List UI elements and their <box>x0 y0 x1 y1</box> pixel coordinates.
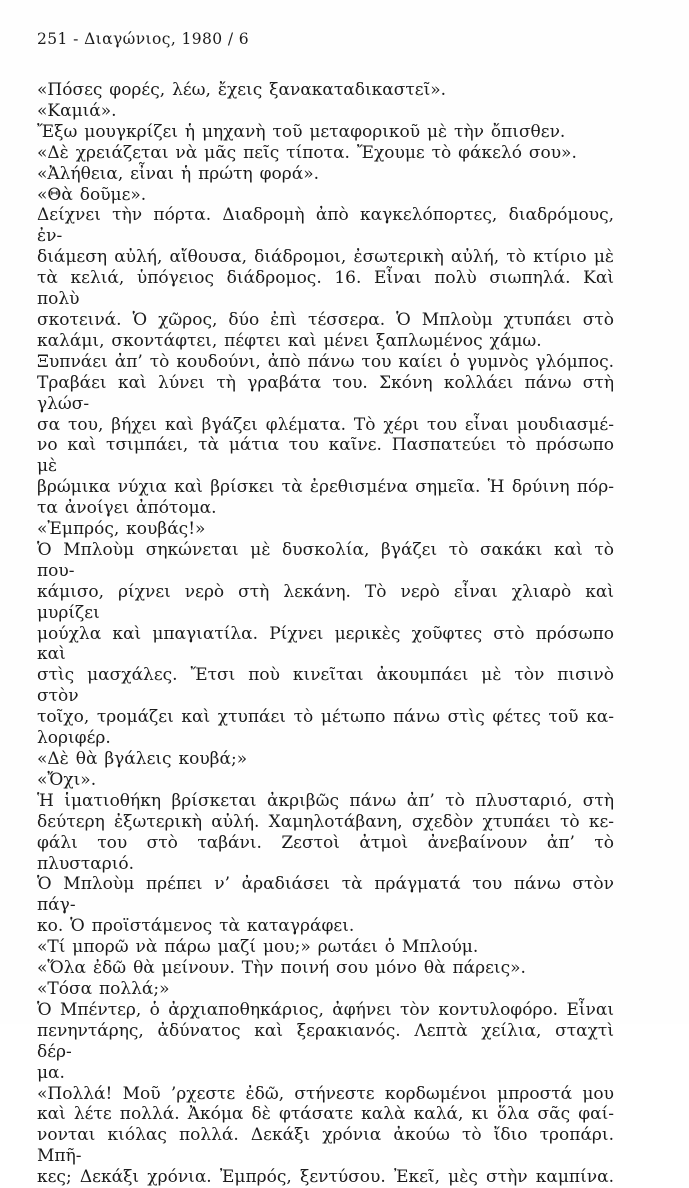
text-line: Ἔξω μουγκρίζει ἡ μηχανὴ τοῦ μεταφορικοῦ μὲ τὴν ὄπισθεν. <box>37 121 566 142</box>
text-line: Ἡ ἱματιοθήκη βρίσκεται ἀκριβῶς πάνω ἀπ’ τὸ πλυσταριό, στὴ <box>37 790 614 811</box>
text-line: τοῖχο, τρομάζει καὶ χτυπάει τὸ μέτωπο πάνω στὶς φέτες τοῦ κα- <box>37 707 614 728</box>
text-line: Δείχνει τὴν πόρτα. Διαδρομὴ ἀπὸ καγκελόπορτες, διαδρόμους, ἐν- <box>37 205 614 247</box>
text-line: Ὁ Μπέντερ, ὁ ἀρχιαποθηκάριος, ἀφήνει τὸν κοντυλοφόρο. Εἶναι <box>37 999 614 1020</box>
text-line: «Ὄχι». <box>37 769 97 790</box>
text-line: διάμεση αὐλή, αἴθουσα, διάδρομοι, ἐσωτερικὴ αὐλή, τὸ κτίριο μὲ <box>37 247 614 268</box>
text-line: «Θὰ δοῦμε». <box>37 184 147 205</box>
text-line: πενηντάρης, ἀδύνατος καὶ ξερακιανός. Λεπτὰ χείλια, σταχτὶ δέρ- <box>37 1020 614 1062</box>
text-line: κάμισο, ρίχνει νερὸ στὴ λεκάνη. Τὸ νερὸ εἶναι χλιαρὸ καὶ μυρίζει <box>37 581 614 623</box>
text-line: «Δὲ χρειάζεται νὰ μᾶς πεῖς τίποτα. Ἔχουμε τὸ φάκελό σου». <box>37 142 577 163</box>
text-line: «Τόσα πολλά;» <box>37 978 170 999</box>
text-line: «Πολλά! Μοῦ ’ρχεστε ἐδῶ, στήνεστε κορδωμένοι μπροστά μου <box>37 1083 614 1104</box>
text-line: μούχλα καὶ μπαγιατίλα. Ρίχνει μερικὲς χοῦφτες στὸ πρόσωπο καὶ <box>37 623 614 665</box>
body-text <box>37 80 614 1188</box>
text-line: βρώμικα νύχια καὶ βρίσκει τὰ ἐρεθισμένα σημεῖα. Ἡ δρύινη πόρ- <box>37 477 614 498</box>
text-line: κες; Δεκάξι χρόνια. Ἐμπρός, ξεντύσου. Ἐκεῖ, μὲς στὴν καμπίνα. <box>37 1167 614 1188</box>
text-line: «Δὲ θὰ βγάλεις κουβά;» <box>37 749 248 769</box>
text-line: καὶ λέτε πολλά. Ἀκόμα δὲ φτάσατε καλὰ καλά, κι ὅλα σᾶς φαί- <box>37 1104 614 1125</box>
text-line: δεύτερη ἐξωτερικὴ αὐλή. Χαμηλοτάβανη, σχεδὸν χτυπάει τὸ κε- <box>37 811 614 832</box>
text-line: Τραβάει καὶ λύνει τὴ γραβάτα του. Σκόνη κολλάει πάνω στὴ γλώσ- <box>37 372 614 414</box>
text-line: «Ὅλα ἐδῶ θὰ μείνουν. Τὴν ποινή σου μόνο θὰ πάρεις». <box>37 958 526 979</box>
text-line: κο. Ὁ προϊστάμενος τὰ καταγράφει. <box>37 916 355 937</box>
text-line: «Ἐμπρός, κουβάς!» <box>37 519 206 540</box>
page-header: 251 - Διαγώνιος, 1980 / 6 <box>37 30 250 48</box>
text-line: τα ἀνοίγει ἀπότομα. <box>37 498 217 519</box>
text-line: Ξυπνάει ἀπ’ τὸ κουδούνι, ἀπὸ πάνω του καίει ὁ γυμνὸς γλόμπος. <box>37 351 614 372</box>
text-line: «Πόσες φορές, λέω, ἔχεις ξανακαταδικαστεῖ». <box>37 80 447 100</box>
text-line: «Ἀλήθεια, εἶναι ἡ πρώτη φορά». <box>37 163 320 184</box>
text-line: καλάμι, σκοντάφτει, πέφτει καὶ μένει ξαπλωμένος χάμω. <box>37 330 542 351</box>
text-line: «Τί μπορῶ νὰ πάρω μαζί μου;» ρωτάει ὁ Μπλούμ. <box>37 937 479 958</box>
text-line: νο καὶ τσιμπάει, τὰ μάτια του καῖνε. Πασπατεύει τὸ πρόσωπο μὲ <box>37 435 614 477</box>
text-line: σκοτεινά. Ὁ χῶρος, δύο ἐπὶ τέσσερα. Ὁ Μπλοὺμ χτυπάει στὸ <box>37 309 614 330</box>
text-line: τὰ κελιά, ὑπόγειος διάδρομος. 16. Εἶναι πολὺ σιωπηλά. Καὶ πολὺ <box>37 268 614 310</box>
text-line: μα. <box>37 1062 65 1083</box>
text-line: λοριφέρ. <box>37 728 111 749</box>
text-line: σα του, βήχει καὶ βγάζει φλέματα. Τὸ χέρι του εἶναι μουδιασμέ- <box>37 414 614 435</box>
text-line: Ὁ Μπλοὺμ πρέπει ν’ ἀραδιάσει τὰ πράγματά του πάνω στὸν πάγ- <box>37 874 614 916</box>
text-line: στὶς μασχάλες. Ἔτσι ποὺ κινεῖται ἀκουμπάει μὲ τὸν πισινὸ στὸν <box>37 665 614 707</box>
text-line: νονται κιόλας πολλά. Δεκάξι χρόνια ἀκούω τὸ ἴδιο τροπάρι. Μπῆ- <box>37 1125 614 1167</box>
text-line: Ὁ Μπλοὺμ σηκώνεται μὲ δυσκολία, βγάζει τὸ σακάκι καὶ τὸ που- <box>37 539 614 581</box>
text-line: φάλι του στὸ ταβάνι. Ζεστοὶ ἀτμοὶ ἀνεβαίνουν ἀπ’ τὸ πλυσταριό. <box>37 832 614 874</box>
text-line: «Καμιά». <box>37 100 117 121</box>
